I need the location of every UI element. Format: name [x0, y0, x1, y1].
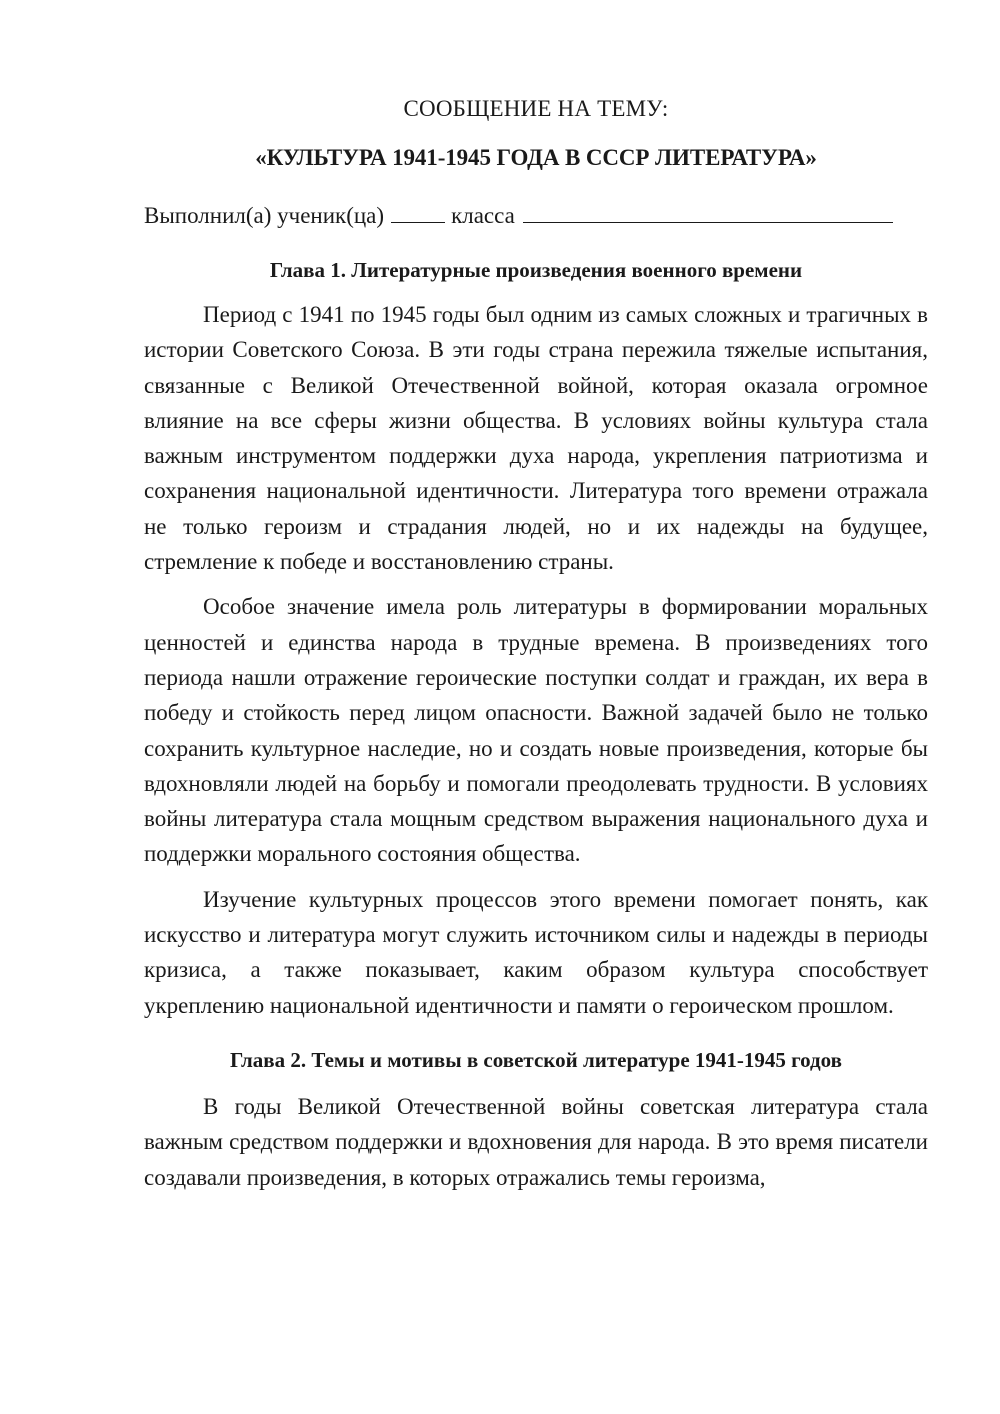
document-page [144, 92, 928, 1205]
byline-blank-grade [391, 200, 445, 223]
document-title-line2: «КУЛЬТУРА 1941-1945 ГОДА В СССР ЛИТЕРАТУРА» [255, 145, 817, 170]
byline [144, 199, 928, 233]
chapter1-paragraph-3: Изучение культурных процессов этого времени помогает понять, как искусство и литература могут служить источником силы и надежды в периоды кризиса, а также показывает, каким образом культура способствует укреплению национальной идентичности и памяти о героическом прошлом. [144, 886, 928, 1018]
byline-class-label: класса [451, 203, 515, 228]
byline-blank-name [523, 200, 893, 223]
byline-performed-by: Выполнил(а) ученик(ца) [144, 203, 385, 228]
chapter2-paragraph-1: В годы Великой Отечественной войны советская литература стала важным средством поддержки и вдохновения для народа. В это время писатели создавали произведения, в которых отражались темы героизма, [144, 1093, 928, 1190]
chapter1-heading: Глава 1. Литературные произведения военного времени [269, 258, 803, 282]
chapter1-paragraph-2: Особое значение имела роль литературы в формировании моральных ценностей и единства народа в трудные времена. В произведениях того периода нашли отражение героические поступки солдат и граждан, их вера в победу и стойкость перед лицом опасности. Важной задачей было не только сохранить культурное наследие, но и создать новые произведения, которые бы вдохновляли людей на борьбу и помогали преодолевать трудности. В условиях войны литература стала мощным средством выражения национального духа и поддержки морального состояния общества. [144, 594, 928, 867]
chapter1-paragraph-1: Период с 1941 по 1945 годы был одним из самых сложных и трагичных в истории Советского Союза. В эти годы страна пережила тяжелые испытания, связанные с Великой Отечественной войной, которая оказала огромное влияние на все сферы жизни общества. В условиях войны культура стала важным инструментом поддержки духа народа, укрепления патриотизма и сохранения национальной идентичности. Литература того времени отражала не только героизм и страдания людей, но и их надежды на будущее, стремление к победе и восстановлению страны. [144, 302, 928, 575]
document-title-line1: СООБЩЕНИЕ НА ТЕМУ: [403, 96, 669, 121]
chapter2-heading: Глава 2. Темы и мотивы в советской литературе 1941-1945 годов [230, 1047, 842, 1072]
